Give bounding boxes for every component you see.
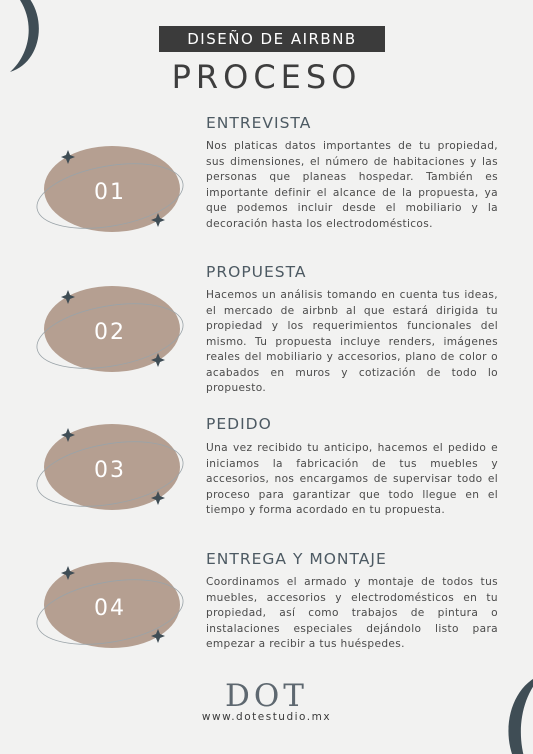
step-heading: PEDIDO bbox=[206, 415, 272, 433]
brand-logo: DOT bbox=[225, 678, 308, 714]
step-badge bbox=[30, 558, 190, 658]
step-description: Coordinamos el armado y montaje de todos tus muebles, accesorios y electrodomésticos en tu propiedad, así como trabajos de pintura o instalaciones especiales dejándolo listo para empezar a recibir a tus huéspedes. bbox=[206, 576, 498, 650]
step-badge bbox=[30, 282, 190, 382]
step-number: 01 bbox=[94, 179, 126, 205]
step-number: 02 bbox=[94, 319, 126, 345]
step-number: 04 bbox=[94, 595, 126, 621]
page-subtitle: PROCESO bbox=[171, 58, 362, 96]
step-heading: ENTREGA Y MONTAJE bbox=[206, 550, 387, 568]
step-description: Hacemos un análisis tomando en cuenta tus ideas, el mercado de airbnb al que estará dirigida tu propiedad y los requerimientos funcionales del mismo. Tu propuesta incluye renders, imágenes reales del mobiliario y accesorios, plano de color o acabados en muros y cotización de todo lo propuesto. bbox=[206, 289, 498, 394]
step-badge bbox=[30, 420, 190, 520]
step-description: Una vez recibido tu anticipo, hacemos el pedido e iniciamos la fabricación de tus muebles y accesorios, nos encargamos de supervisar todo el proceso para garantizar que todo llegue en el tiempo y forma acordado en tu propuesta. bbox=[206, 442, 498, 516]
step-heading: PROPUESTA bbox=[206, 263, 307, 281]
page-title: DISEÑO DE AIRBNB bbox=[187, 30, 357, 48]
page-title-banner bbox=[159, 26, 385, 52]
step-description: Nos platicas datos importantes de tu propiedad, sus dimensiones, el número de habitaciones y las personas que planeas hospedar. También es importante definir el alcance de la propuesta, ya que podemos incluir desde el mobiliario y la decoración hasta los electrodomésticos. bbox=[206, 140, 498, 230]
step-number: 03 bbox=[94, 457, 126, 483]
step-badge bbox=[30, 142, 190, 242]
step-heading: ENTREVISTA bbox=[206, 114, 312, 132]
website-link[interactable]: www.dotestudio.mx bbox=[201, 711, 332, 723]
